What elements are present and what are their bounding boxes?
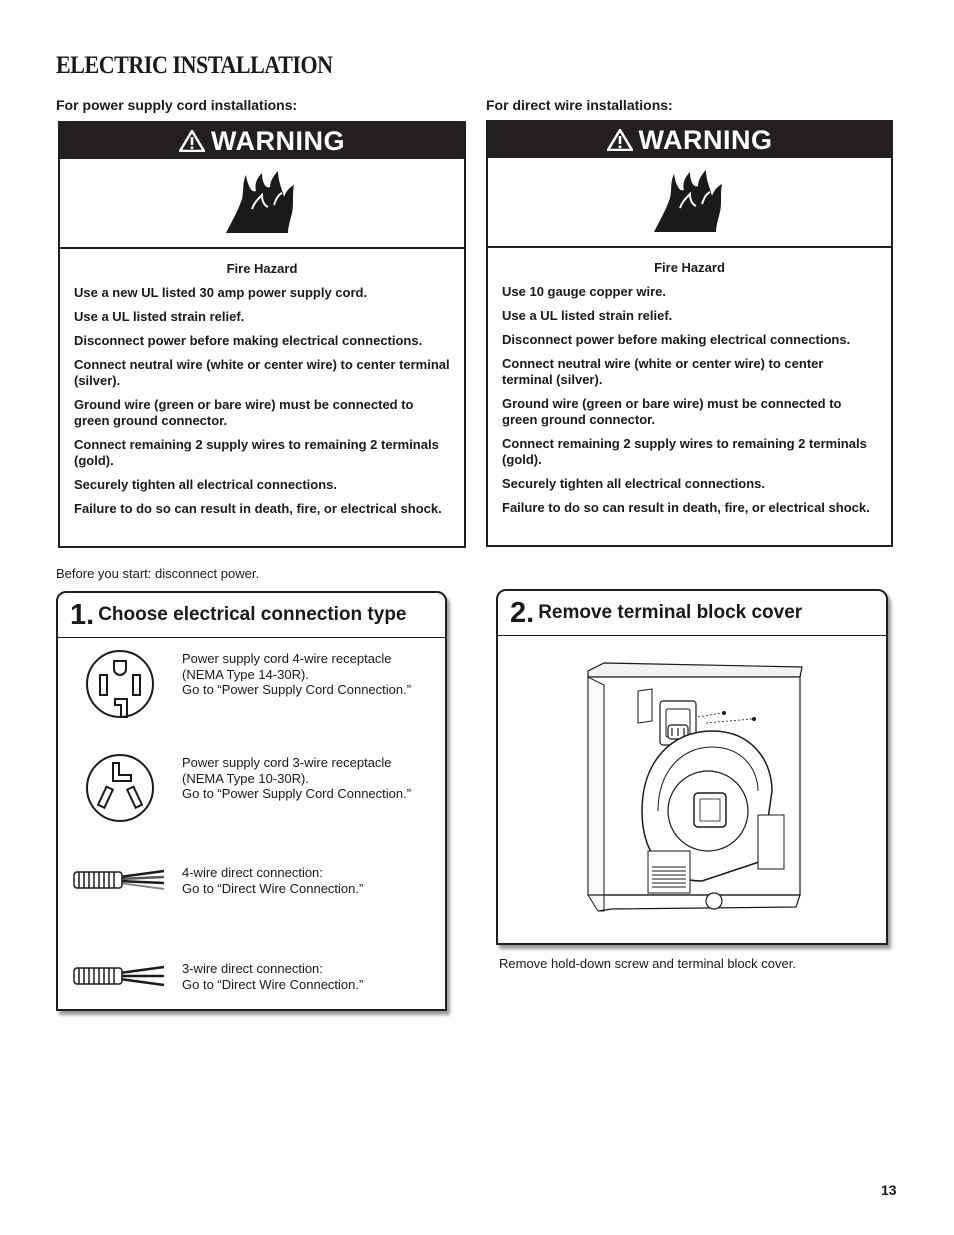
warning-line: Disconnect power before making electrical connections. [74,333,423,348]
hazard-title: Fire Hazard [654,260,725,275]
option-line: Power supply cord 3-wire receptacle [182,755,392,770]
warning-triangle-icon [179,130,205,152]
option-text-4-wire-direct [182,865,363,896]
fire-hazard-pictogram [488,158,891,248]
warning-line: Use a UL listed strain relief. [74,309,245,324]
three-wire-cable-icon [70,961,166,991]
step-2-card [496,589,888,945]
option-line: Go to “Power Supply Cord Connection.” [182,786,412,801]
warning-body [488,248,891,516]
dryer-rear-illustration [582,661,806,931]
option-text-3-wire-receptacle [182,755,411,802]
fire-icon [650,168,730,236]
step-2-header [498,591,886,636]
option-text-4-wire-receptacle [182,651,411,698]
warning-line: Failure to do so can result in death, fire, or electrical shock. [502,500,870,515]
warning-header-label: WARNING [211,125,345,156]
power-cord-warning-box [58,121,466,548]
step-title: Choose electrical connection type [98,604,407,625]
warning-line: Connect neutral wire (white or center wire) to center terminal (silver). [502,356,824,387]
warning-line: Ground wire (green or bare wire) must be connected to green ground connector. [74,397,414,428]
step-number: 1. [70,598,95,631]
warning-header [488,122,891,158]
option-line: Go to “Direct Wire Connection.” [182,976,364,992]
option-line: 4-wire direct connection: [182,865,323,880]
fire-icon [222,169,302,237]
four-wire-cable-icon [70,865,166,895]
option-line: 3-wire direct connection: [182,961,323,976]
warning-line: Connect neutral wire (white or center wire) to center terminal (silver). [74,357,450,388]
warning-body [60,249,464,517]
option-line: Go to “Power Supply Cord Connection.” [182,682,412,697]
page-number: 13 [881,1182,897,1198]
step-1-card [56,591,447,1011]
warning-header-label: WARNING [638,124,773,155]
warning-line: Connect remaining 2 supply wires to remaining 2 terminals (gold). [74,437,439,468]
step-1-header [58,593,445,638]
step-2-caption: Remove hold-down screw and terminal block cover. [499,956,796,971]
warning-line: Failure to do so can result in death, fire, or electrical shock. [74,501,442,516]
option-line: (NEMA Type 10-30R). [182,770,309,786]
warning-line: Use 10 gauge copper wire. [502,284,667,299]
option-line: Go to “Direct Wire Connection.” [182,880,364,896]
warning-triangle-icon [607,129,633,151]
hazard-title: Fire Hazard [226,261,298,276]
four-wire-receptacle-icon [85,649,155,719]
option-line: (NEMA Type 14-30R). [182,666,309,682]
warning-line: Use a new UL listed 30 amp power supply cord. [74,285,368,300]
warning-line: Connect remaining 2 supply wires to remaining 2 terminals (gold). [502,436,867,467]
warning-header [60,123,464,159]
warning-line: Disconnect power before making electrical connections. [502,332,851,347]
warning-line: Ground wire (green or bare wire) must be connected to green ground connector. [502,396,842,427]
option-line: Power supply cord 4-wire receptacle [182,651,392,666]
power-cord-section-label: For power supply cord installations: [56,97,298,113]
step-title: Remove terminal block cover [538,602,803,623]
fire-hazard-pictogram [60,159,464,249]
step-number: 2. [510,596,535,629]
direct-wire-warning-box [486,120,893,547]
warning-line: Securely tighten all electrical connections. [502,476,765,491]
option-text-3-wire-direct [182,961,363,992]
warning-line: Securely tighten all electrical connections. [74,477,337,492]
page-title: ELECTRIC INSTALLATION [56,52,333,79]
direct-wire-section-label: For direct wire installations: [486,97,673,113]
before-start-note: Before you start: disconnect power. [56,566,260,581]
warning-line: Use a UL listed strain relief. [502,308,673,323]
three-wire-receptacle-icon [85,753,155,823]
